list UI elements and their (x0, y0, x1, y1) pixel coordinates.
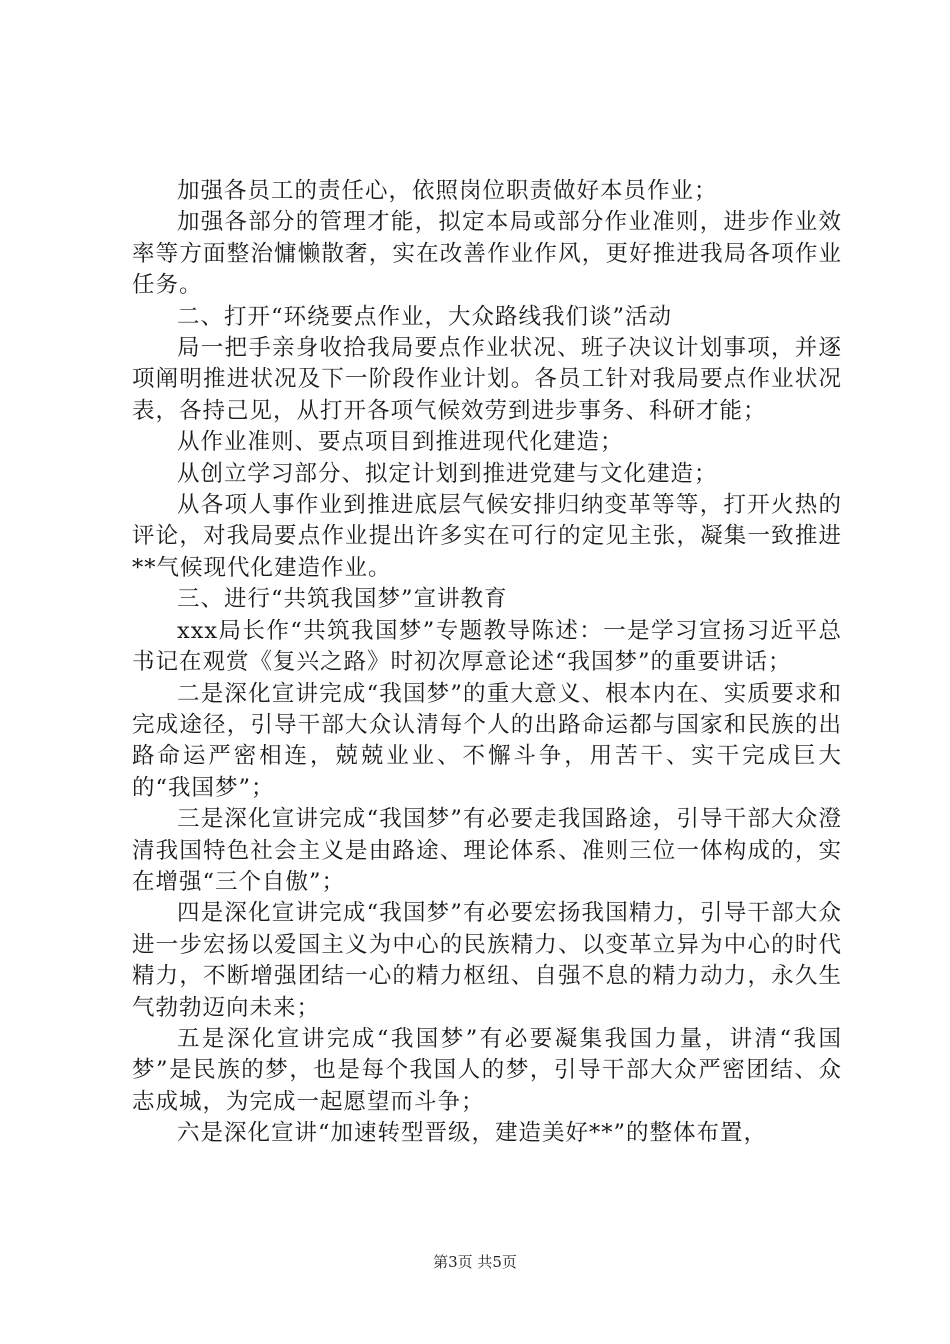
paragraph: 四是深化宣讲完成“我国梦”有必要宏扬我国精力，引导干部大众进一步宏扬以爱国主义为中心的民族精力、以变革立异为中心的时代精力，不断增强团结一心的精力枢纽、自强不息的精力动力，永久生气勃勃迈向未来； (132, 900, 842, 1021)
section-heading: 二、打开“环绕要点作业，大众路线我们谈”活动 (177, 303, 673, 330)
paragraph: 六是深化宣讲“加速转型晋级，建造美好**”的整体布置， (177, 1120, 768, 1147)
paragraph: 从作业准则、要点项目到推进现代化建造； (177, 429, 624, 456)
paragraph: 五是深化宣讲完成“我国梦”有必要凝集我国力量，讲清“我国梦”是民族的梦，也是每个我国人的梦，引导干部大众严密团结、众志成城，为完成一起愿望而斗争； (132, 1025, 842, 1115)
page-number-footer: 第3页 共5页 (433, 1253, 517, 1271)
paragraph: 二是深化宣讲完成“我国梦”的重大意义、根本内在、实质要求和完成途径，引导干部大众认清每个人的出路命运都与国家和民族的出路命运严密相连，兢兢业业、不懈斗争，用苦干、实干完成巨大的“我国梦”； (132, 680, 842, 801)
document-body (132, 176, 842, 1150)
paragraph: 从创立学习部分、拟定计划到推进党建与文化建造； (177, 460, 718, 487)
paragraph: xxx局长作“共筑我国梦”专题教导陈述：一是学习宣扬习近平总书记在观赏《复兴之路》时初次厚意论述“我国梦”的重要讲话； (132, 617, 842, 676)
paragraph: 从各项人事作业到推进底层气候安排归纳变革等等，打开火热的评论，对我局要点作业提出许多实在可行的定见主张，凝集一致推进**气候现代化建造作业。 (132, 492, 842, 581)
paragraph: 加强各员工的责任心，依照岗位职责做好本员作业； (177, 178, 718, 204)
paragraph: 加强各部分的管理才能，拟定本局或部分作业准则，进步作业效率等方面整治慵懒散奢，实在改善作业作风，更好推进我局各项作业任务。 (132, 209, 842, 299)
section-heading: 三、进行“共筑我国梦”宣讲教育 (177, 586, 508, 613)
paragraph: 局一把手亲身收拾我局要点作业状况、班子决议计划事项，并逐项阐明推进状况及下一阶段作业计划。各员工针对我局要点作业状况表，各持己见，从打开各项气候效劳到进步事务、科研才能； (132, 335, 842, 424)
paragraph: 三是深化宣讲完成“我国梦”有必要走我国路途，引导干部大众澄清我国特色社会主义是由路途、理论体系、准则三位一体构成的，实在增强“三个自傲”； (132, 806, 842, 895)
